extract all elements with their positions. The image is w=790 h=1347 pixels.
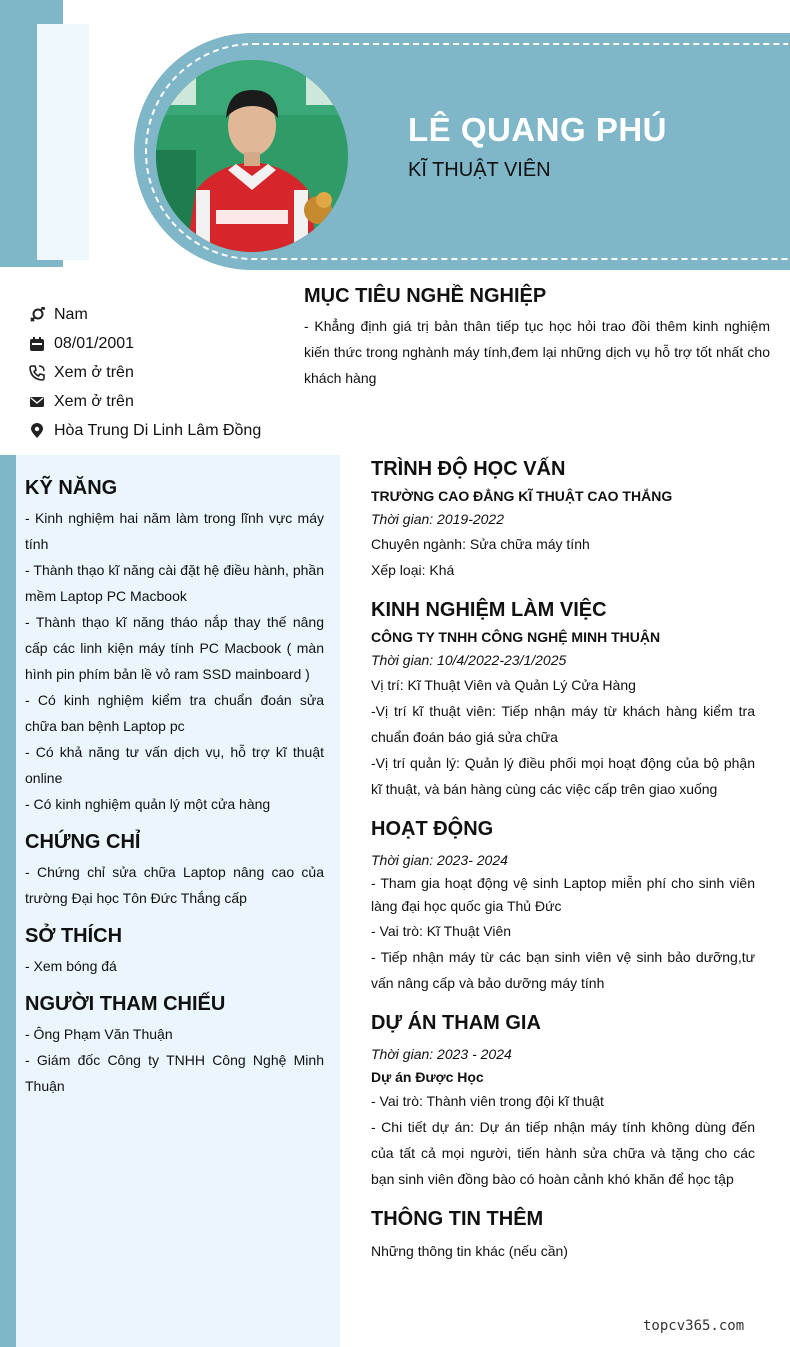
experience-time: Thời gian: 10/4/2022-23/1/2025	[371, 652, 567, 668]
contact-list	[28, 300, 288, 445]
reference-item: - Giám đốc Công ty TNHH Công Nghệ Minh Thuận	[25, 1052, 324, 1094]
skills-section	[25, 475, 324, 817]
skills-title: KỸ NĂNG	[25, 477, 118, 499]
skill-item: - Thành thạo kĩ năng cài đặt hệ điều hành, phần mềm Laptop PC Macbook	[25, 562, 324, 604]
activities-title: HOẠT ĐỘNG	[371, 818, 494, 840]
experience-title: KINH NGHIỆM LÀM VIỆC	[371, 599, 607, 621]
contact-gender	[28, 300, 288, 329]
header-light-panel	[37, 24, 89, 260]
project-line: - Vai trò: Thành viên trong đội kĩ thuật	[371, 1093, 604, 1109]
profile-photo	[156, 60, 348, 252]
contact-address-text: Hòa Trung Di Linh Lâm Đồng	[54, 421, 262, 439]
hobby-item: - Xem bóng đá	[25, 958, 117, 974]
education-line: Chuyên ngành: Sửa chữa máy tính	[371, 536, 590, 552]
project-line: - Chi tiết dự án: Dự án tiếp nhận máy tính không dùng đến của tất cả mọi người, tiến hành sửa chữa và tặng cho các bạn sinh viên đồng bào có hoàn cảnh khó khăn để học tập	[371, 1119, 755, 1187]
school-name: TRƯỜNG CAO ĐẲNG KĨ THUẬT CAO THẮNG	[371, 488, 673, 504]
phone-icon	[28, 364, 46, 382]
additional-info-text: Những thông tin khác (nếu cần)	[371, 1243, 568, 1259]
calendar-icon	[28, 335, 46, 353]
activity-line: - Tiếp nhận máy từ các bạn sinh viên vệ sinh bảo dưỡng,tư vấn nâng cấp và bảo dưỡng máy tính	[371, 949, 755, 991]
certificate-item: - Chứng chỉ sửa chữa Laptop nâng cao của trường Đại học Tôn Đức Thắng cấp	[25, 864, 324, 906]
location-icon	[28, 422, 46, 440]
skill-item: - Kinh nghiệm hai năm làm trong lĩnh vực máy tính	[25, 510, 324, 552]
contact-phone	[28, 358, 288, 387]
projects-time: Thời gian: 2023 - 2024	[371, 1046, 512, 1062]
activities-time: Thời gian: 2023- 2024	[371, 852, 508, 868]
right-column	[371, 456, 755, 1278]
contact-email-text: Xem ở trên	[54, 392, 134, 410]
email-icon	[28, 393, 46, 411]
references-title: NGƯỜI THAM CHIẾU	[25, 993, 226, 1015]
contact-gender-text: Nam	[54, 305, 88, 323]
left-column	[16, 455, 340, 1347]
certificates-title: CHỨNG CHỈ	[25, 831, 141, 853]
activity-line: - Tham gia hoạt động vệ sinh Laptop miễn phí cho sinh viên làng đại học quốc gia Thủ Đức	[371, 875, 755, 914]
projects-section	[371, 1010, 755, 1192]
contact-phone-text: Xem ở trên	[54, 363, 134, 381]
activity-line: - Vai trò: Kĩ Thuật Viên	[371, 923, 512, 939]
left-column-stripe	[0, 455, 16, 1347]
candidate-name: LÊ QUANG PHÚ	[408, 111, 668, 148]
education-line: Xếp loại: Khá	[371, 562, 455, 578]
education-title: TRÌNH ĐỘ HỌC VẤN	[371, 458, 566, 480]
hobbies-section	[25, 923, 324, 979]
skill-item: - Có khả năng tư vấn dịch vụ, hỗ trợ kĩ thuật online	[25, 744, 324, 786]
contact-birthday-text: 08/01/2001	[54, 334, 135, 352]
hobbies-title: SỞ THÍCH	[25, 925, 123, 947]
additional-info-section	[371, 1206, 755, 1264]
career-objective-title: MỤC TIÊU NGHỀ NGHIỆP	[304, 285, 547, 307]
career-objective-text: - Khẳng định giá trị bản thân tiếp tục học hỏi trao đồi thêm kinh nghiệm kiến thức trong nghành máy tính,đem lại những dịch vụ hỗ trợ tốt nhất cho khách hàng	[304, 318, 770, 386]
projects-title: DỰ ÁN THAM GIA	[371, 1012, 541, 1034]
watermark: topcv365.com	[643, 1318, 745, 1334]
skill-item: - Có kinh nghiệm kiểm tra chuẩn đoán sửa chữa ban bệnh Laptop pc	[25, 692, 324, 734]
skill-item: - Có kinh nghiệm quản lý một cửa hàng	[25, 796, 271, 812]
additional-info-title: THÔNG TIN THÊM	[371, 1208, 544, 1230]
contact-birthday	[28, 329, 288, 358]
references-section	[25, 991, 324, 1099]
gender-icon	[28, 306, 46, 324]
activities-section	[371, 816, 755, 996]
contact-address	[28, 416, 288, 445]
reference-item: - Ông Phạm Văn Thuận	[25, 1026, 173, 1042]
experience-line: -Vị trí quản lý: Quản lý điều phối mọi hoạt động của bộ phận kĩ thuật, và bán hàng cùng các việc cấp trên giao xuống	[371, 755, 755, 797]
experience-line: -Vị trí kĩ thuật viên: Tiếp nhận máy từ khách hàng kiểm tra chuẩn đoán báo giá sửa chữa	[371, 703, 755, 745]
contact-email	[28, 387, 288, 416]
career-objective-section	[304, 283, 770, 391]
company-name: CÔNG TY TNHH CÔNG NGHỆ MINH THUẬN	[371, 629, 661, 645]
experience-line: Vị trí: Kĩ Thuật Viên và Quản Lý Cửa Hàng	[371, 677, 636, 693]
education-time: Thời gian: 2019-2022	[371, 511, 504, 527]
experience-section	[371, 597, 755, 802]
project-name: Dự án Được Học	[371, 1069, 484, 1085]
education-section	[371, 456, 755, 583]
skill-item: - Thành thạo kĩ năng tháo nắp thay thế nâng cấp các linh kiện máy tính PC Macbook ( màn hình pin phím bản lề vỏ ram SSD mainboard )	[25, 614, 324, 682]
job-title: KĨ THUẬT VIÊN	[408, 159, 551, 181]
certificates-section	[25, 829, 324, 911]
